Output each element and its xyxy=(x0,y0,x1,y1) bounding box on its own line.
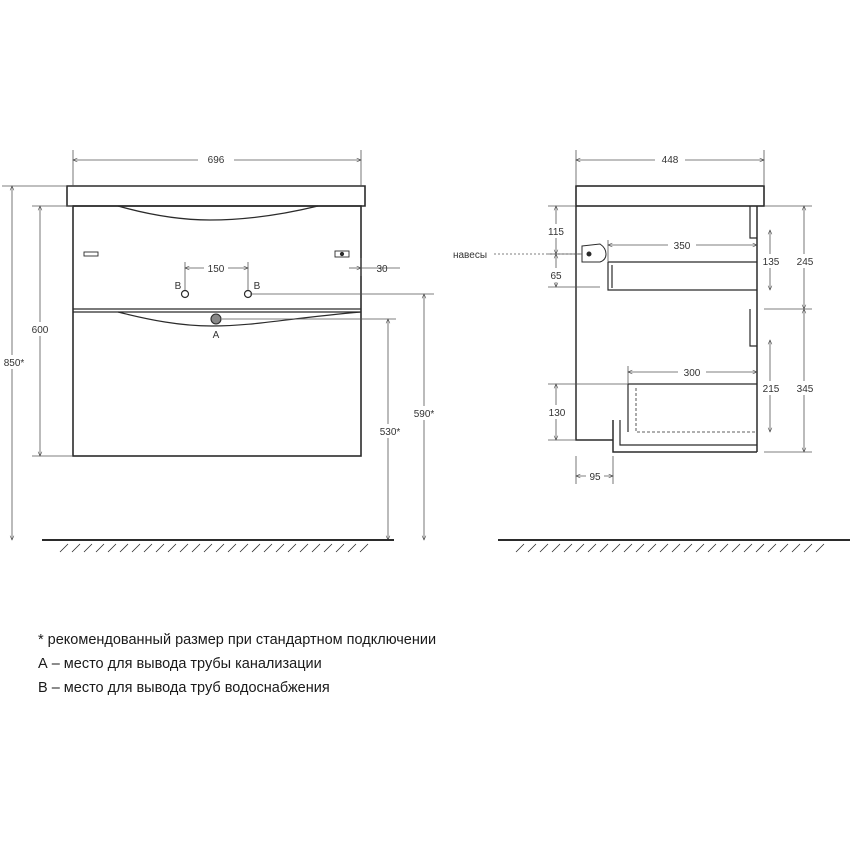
dim-body-height: 600 xyxy=(31,325,49,336)
basin-curve xyxy=(118,206,318,220)
label-b-left: B xyxy=(174,281,182,292)
dim-upper-height: 245 xyxy=(796,257,814,268)
dim-supply-height: 590* xyxy=(413,409,435,420)
side-cabinet xyxy=(576,206,613,440)
dim-width: 696 xyxy=(207,155,225,166)
note-recommended: * рекомендованный размер при стандартном подключении xyxy=(38,632,437,648)
dim-drain-height: 530* xyxy=(379,427,401,438)
hanger-left xyxy=(84,252,98,256)
dim-depth: 448 xyxy=(661,155,679,166)
floor-front xyxy=(42,540,394,552)
dim-lower-drawer-depth: 300 xyxy=(683,368,701,379)
note-drain: А – место для вывода трубы канализации xyxy=(38,656,322,672)
dim-upper-inner: 135 xyxy=(762,257,780,268)
lower-drawer xyxy=(628,384,757,432)
label-b-right: B xyxy=(253,281,261,292)
hanger-label: навесы xyxy=(452,250,488,261)
upper-drawer xyxy=(608,262,757,290)
dim-lower-inner: 215 xyxy=(762,384,780,395)
note-supply: В – место для вывода труб водоснабжения xyxy=(38,680,330,696)
front-view xyxy=(67,186,365,456)
dim-lower-cut: 130 xyxy=(548,408,566,419)
floor-side xyxy=(498,540,850,552)
dim-total-height: 850* xyxy=(3,358,25,369)
dim-hanger-gap: 65 xyxy=(550,271,562,282)
dim-lower-height: 345 xyxy=(796,384,814,395)
outlet-a xyxy=(211,314,221,324)
notes xyxy=(38,628,436,700)
side-view xyxy=(576,186,764,452)
dim-supply-spacing: 150 xyxy=(207,264,225,275)
dim-bottom-offset: 95 xyxy=(589,472,601,483)
basin-top xyxy=(67,186,365,206)
label-a: A xyxy=(212,330,220,341)
dim-hanger-top: 115 xyxy=(548,227,564,238)
dim-upper-drawer-depth: 350 xyxy=(673,241,691,252)
dim-mount-offset: 30 xyxy=(376,264,388,275)
hanger-bracket xyxy=(582,244,606,262)
outlet-b-left xyxy=(182,291,189,298)
front-dimensions xyxy=(2,150,434,540)
side-top xyxy=(576,186,764,206)
